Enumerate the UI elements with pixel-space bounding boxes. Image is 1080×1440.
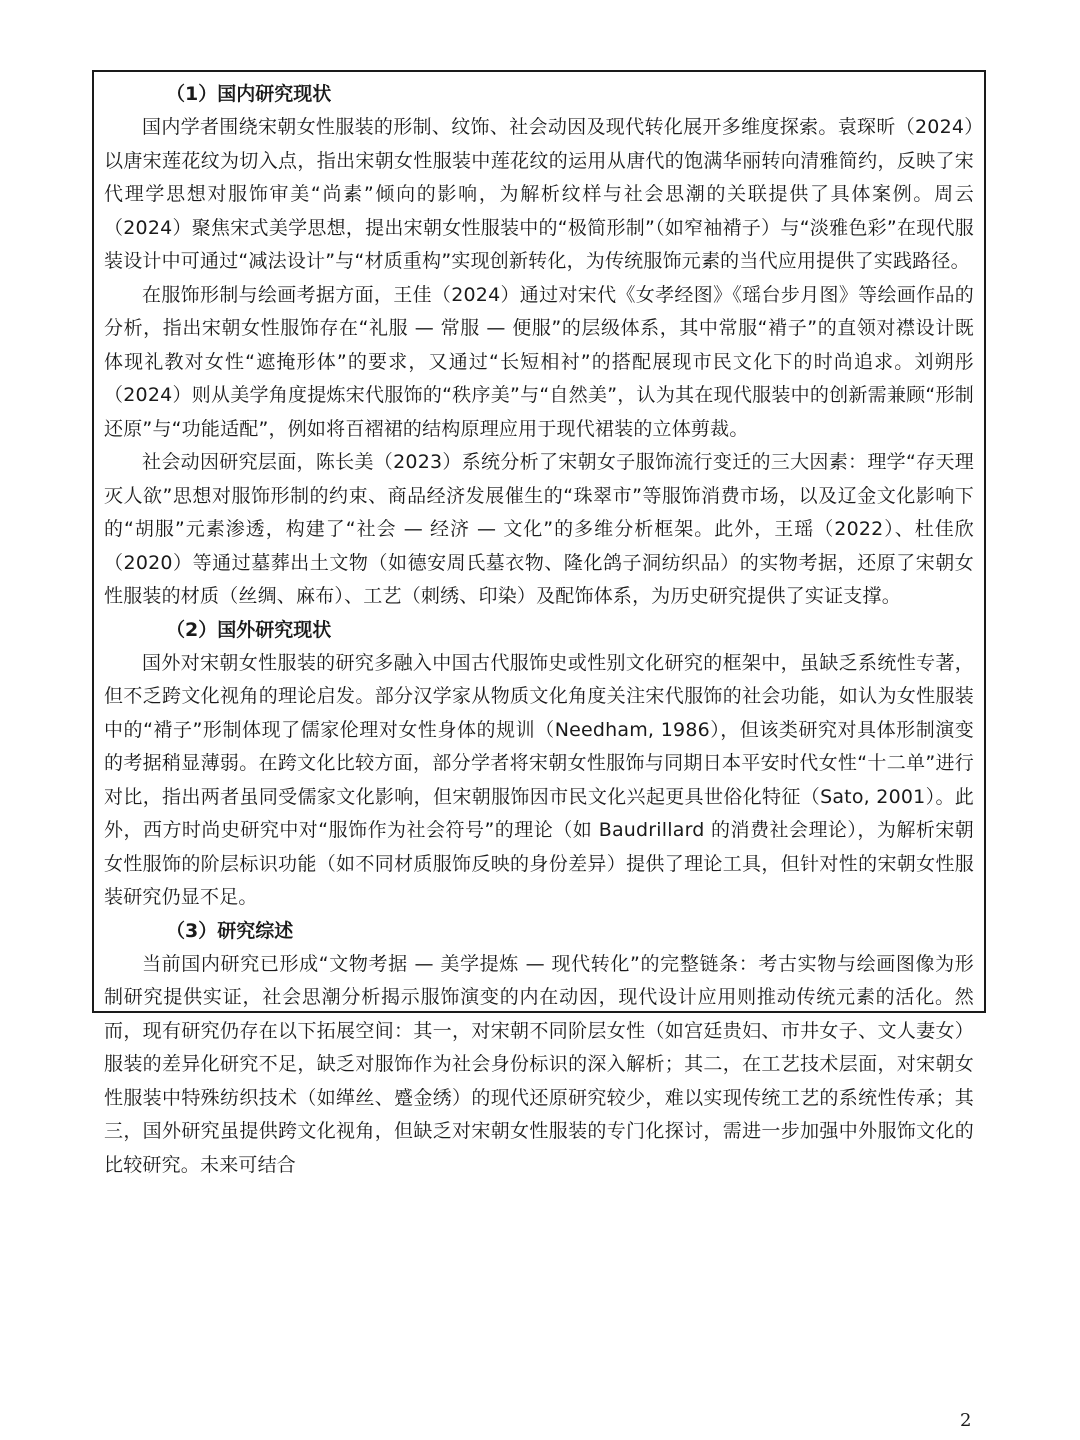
section-heading-domestic: （1）国内研究现状 [166,83,332,105]
paragraph-domestic-3: 社会动因研究层面，陈长美（2023）系统分析了宋朝女子服饰流行变迁的三大因素：理学“存天理灭人欲”思想对服饰形制的约束、商品经济发展催生的“珠翠市”等服饰消费市场，以及辽金文化影响下的“胡服”元素渗透，构建了“社会 — 经济 — 文化”的多维分析框架。此外，王瑶（2022）、杜佳欣（2020）等通过墓葬出土文物（如德安周氏墓衣物、隆化鸽子洞纺织品）的实物考据，还原了宋朝女性服装的材质（丝绸、麻布）、工艺（刺绣、印染）及配饰体系，为历史研究提供了实证支撑。 [104,451,974,607]
document-frame [92,70,986,1176]
section-heading-foreign: （2）国外研究现状 [166,618,332,641]
paragraph-summary-1: 当前国内研究已形成“文物考据 — 美学提炼 — 现代转化”的完整链条：考古实物与绘画图像为形制研究提供实证，社会思潮分析揭示服饰演变的内在动因，现代设计应用则推动传统元素的活化。然而，现有研究仍存在以下拓展空间：其一，对宋朝不同阶层女性（如宫廷贵妇、市井女子、文人妻女）服装的差异化研究不足，缺乏对服饰作为社会身份标识的深入解析；其二，在工艺技术层面，对宋朝女性服装中特殊纺织技术（如缂丝、蹙金绣）的现代还原研究较少，难以实现传统工艺的系统性传承；其三，国外研究虽提供跨文化视角，但缺乏对宋朝女性服装的专门化探讨，需进一步加强中外服饰文化的比较研究。未来可结合 [104,952,974,1176]
section-heading-summary: （3）研究综述 [166,919,294,942]
paragraph-domestic-2: 在服饰形制与绘画考据方面，王佳（2024）通过对宋代《女孝经图》《瑶台步月图》等绘画作品的分析，指出宋朝女性服饰存在“礼服 — 常服 — 便服”的层级体系，其中常服“褙子”的直领对襟设计既体现礼教对女性“遮掩形体”的要求，又通过“长短相衬”的搭配展现市民文化下的时尚追求。刘朔彤（2024）则从美学角度提炼宋代服饰的“秩序美”与“自然美”，认为其在现代服装中的创新需兼顾“形制还原”与“功能适配”，例如将百褶裙的结构原理应用于现代裙装的立体剪裁。 [104,283,974,440]
paragraph-foreign-1: 国外对宋朝女性服装的研究多融入中国古代服饰史或性别文化研究的框架中，虽缺乏系统性专著，但不乏跨文化视角的理论启发。部分汉学家从物质文化角度关注宋代服饰的社会功能，如认为女性服装中的“褙子”形制体现了儒家伦理对女性身体的规训（Needham, 1986），但该类研究对具体形制演变的考据稍显薄弱。在跨文化比较方面，部分学者将宋朝女性服饰与同期日本平安时代女性“十二单”进行对比，指出两者虽同受儒家文化影响，但宋朝服饰因市民文化兴起更具世俗化特征（Sato, 2001）。此外，西方时尚史研究中对“服饰作为社会符号”的理论（如 Baudrillard 的消费社会理论），为解析宋朝女性服饰的阶层标识功能（如不同材质服饰反映的身份差异）提供了理论工具，但针对性的宋朝女性服装研究仍显不足。 [104,651,974,908]
paragraph-domestic-1: 国内学者围绕宋朝女性服装的形制、纹饰、社会动因及现代转化展开多维度探索。袁琛昕（2024）以唐宋莲花纹为切入点，指出宋朝女性服装中莲花纹的运用从唐代的饱满华丽转向清雅简约，反映了宋代理学思想对服饰审美“尚素”倾向的影响，为解析纹样与社会思潮的关联提供了具体案例。周云（2024）聚焦宋式美学思想，提出宋朝女性服装中的“极简形制”（如窄袖褙子）与“淡雅色彩”在现代服装设计中可通过“减法设计”与“材质重构”实现创新转化，为传统服饰元素的当代应用提供了实践路径。 [104,116,974,272]
page-number: 2 [960,1410,972,1431]
